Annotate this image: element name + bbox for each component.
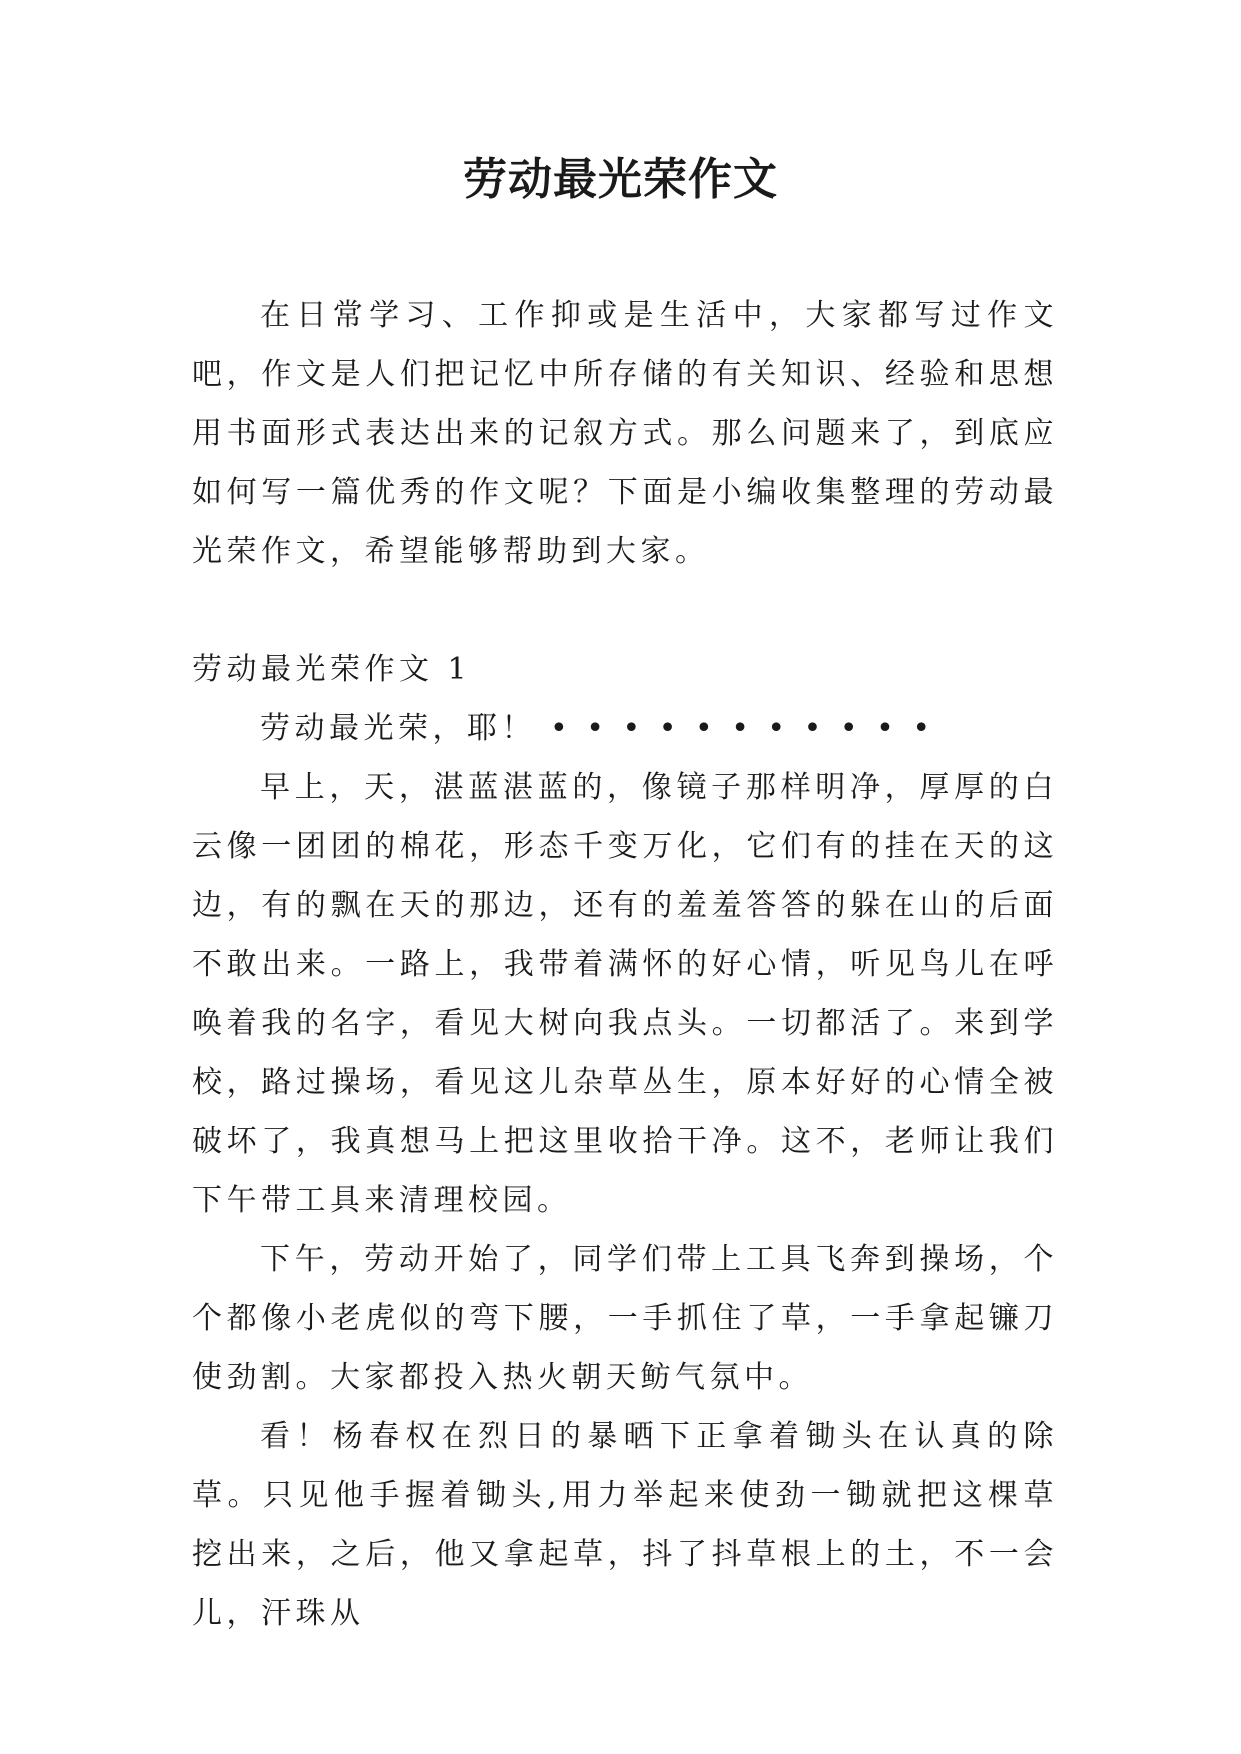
body-paragraph: 下午，劳动开始了，同学们带上工具飞奔到操场，个个都像小老虎似的弯下腰，一手抓住了草，一手拿起镰刀使劲割。大家都投入热火朝天鲂气氛中。 [192, 1242, 1058, 1395]
body-paragraph: 劳动最光荣，耶！ • • • • • • • • • • • [260, 711, 935, 746]
body-paragraph: 看！杨春权在烈日的暴晒下正拿着锄头在认真的除草。只见他手握着锄头,用力举起来使劲一锄就把这棵草挖出来，之后，他又拿起草，抖了抖草根上的土，不一会儿，汗珠从 [192, 1419, 1058, 1631]
body-paragraph: 早上，天，湛蓝湛蓝的，像镜子那样明净，厚厚的白云像一团团的棉花，形态千变万化，它们有的挂在天的这边，有的飘在天的那边，还有的羞羞答答的躲在山的后面不敢出来。一路上，我带着满怀的好心情，听见鸟儿在呼唤着我的名字，看见大树向我点头。一切都活了。来到学校，路过操场，看见这儿杂草丛生，原本好好的心情全被破坏了，我真想马上把这里收拾干净。这不，老师让我们下午带工具来清理校园。 [192, 770, 1058, 1218]
document-title: 劳动最光荣作文 [463, 154, 778, 205]
document-body [192, 286, 1058, 1643]
intro-paragraph: 在日常学习、工作抑或是生活中，大家都写过作文吧，作文是人们把记忆中所存储的有关知识、经验和思想用书面形式表达出来的记叙方式。那么问题来了，到底应如何写一篇优秀的作文呢？下面是小编收集整理的劳动最光荣作文，希望能够帮助到大家。 [192, 298, 1058, 569]
section-heading: 劳动最光荣作文 1 [192, 652, 472, 687]
paragraph-spacer [192, 581, 1058, 640]
